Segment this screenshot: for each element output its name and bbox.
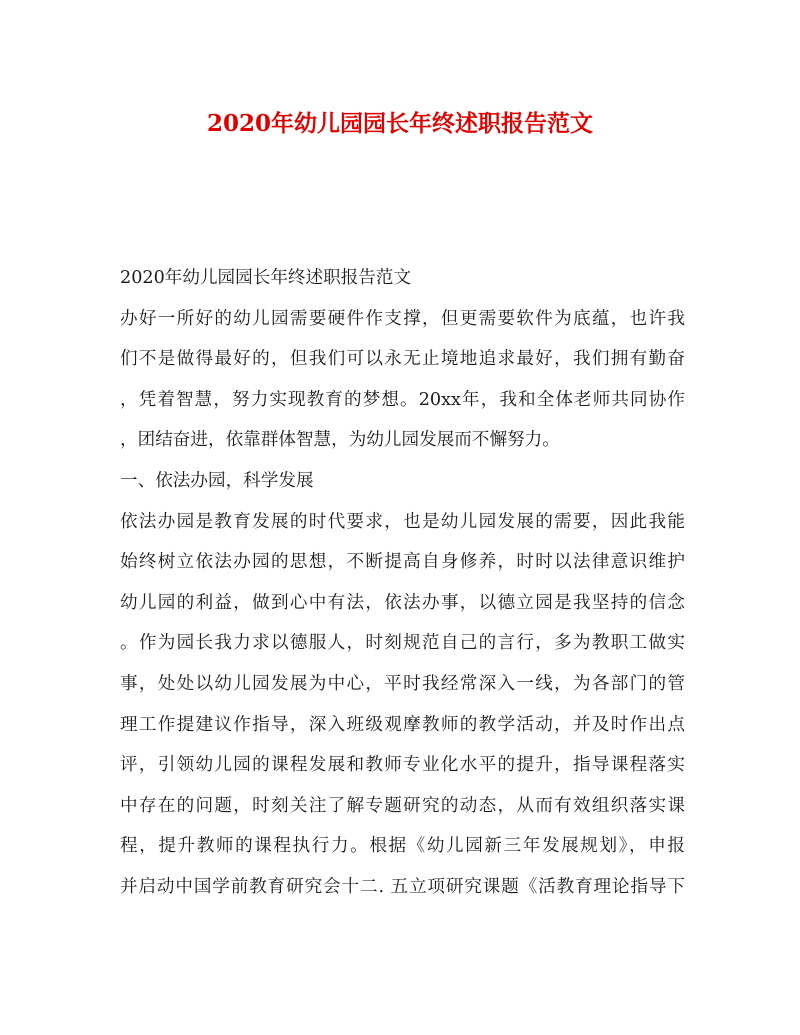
body-line: 们不是做得最好的，但我们可以永无止境地追求最好，我们拥有勤奋 xyxy=(120,349,685,370)
document-body xyxy=(120,258,685,908)
body-line: 中存在的问题，时刻关注了解专题研究的动态，从而有效组织落实课 xyxy=(120,795,685,816)
body-line: 程，提升教师的课程执行力。根据《幼儿园新三年发展规划》，申报 xyxy=(120,836,685,857)
document-title: 2020年幼儿园园长年终述职报告范文 xyxy=(206,110,593,137)
body-line: 依法办园是教育发展的时代要求，也是幼儿园发展的需要，因此我能 xyxy=(120,511,685,532)
body-line: 始终树立依法办园的思想，不断提高自身修养，时时以法律意识维护 xyxy=(120,552,685,573)
body-line: 幼儿园的利益，做到心中有法，依法办事，以德立园是我坚持的信念 xyxy=(120,592,685,613)
body-line: 。作为园长我力求以德服人，时刻规范自己的言行，多为教职工做实 xyxy=(120,633,685,654)
body-line: ，团结奋进，依靠群体智慧，为幼儿园发展而不懈努力。 xyxy=(120,430,560,451)
section-heading: 一、依法办园，科学发展 xyxy=(120,470,314,491)
body-line: 并启动中国学前教育研究会十二. 五立项研究课题《活教育理论指导下 xyxy=(120,876,685,897)
body-line: 理工作提建议作指导，深入班级观摩教师的教学活动，并及时作出点 xyxy=(120,714,685,735)
body-line-subtitle: 2020年幼儿园园长年终述职报告范文 xyxy=(120,268,412,288)
body-line: 评，引领幼儿园的课程发展和教师专业化水平的提升，指导课程落实 xyxy=(120,755,685,776)
body-line: 事，处处以幼儿园发展为中心，平时我经常深入一线，为各部门的管 xyxy=(120,673,685,694)
body-line: ，凭着智慧，努力实现教育的梦想。20xx年，我和全体老师共同协作 xyxy=(120,389,685,410)
body-line: 办好一所好的幼儿园需要硬件作支撑，但更需要软件为底蕴，也许我 xyxy=(120,308,685,329)
